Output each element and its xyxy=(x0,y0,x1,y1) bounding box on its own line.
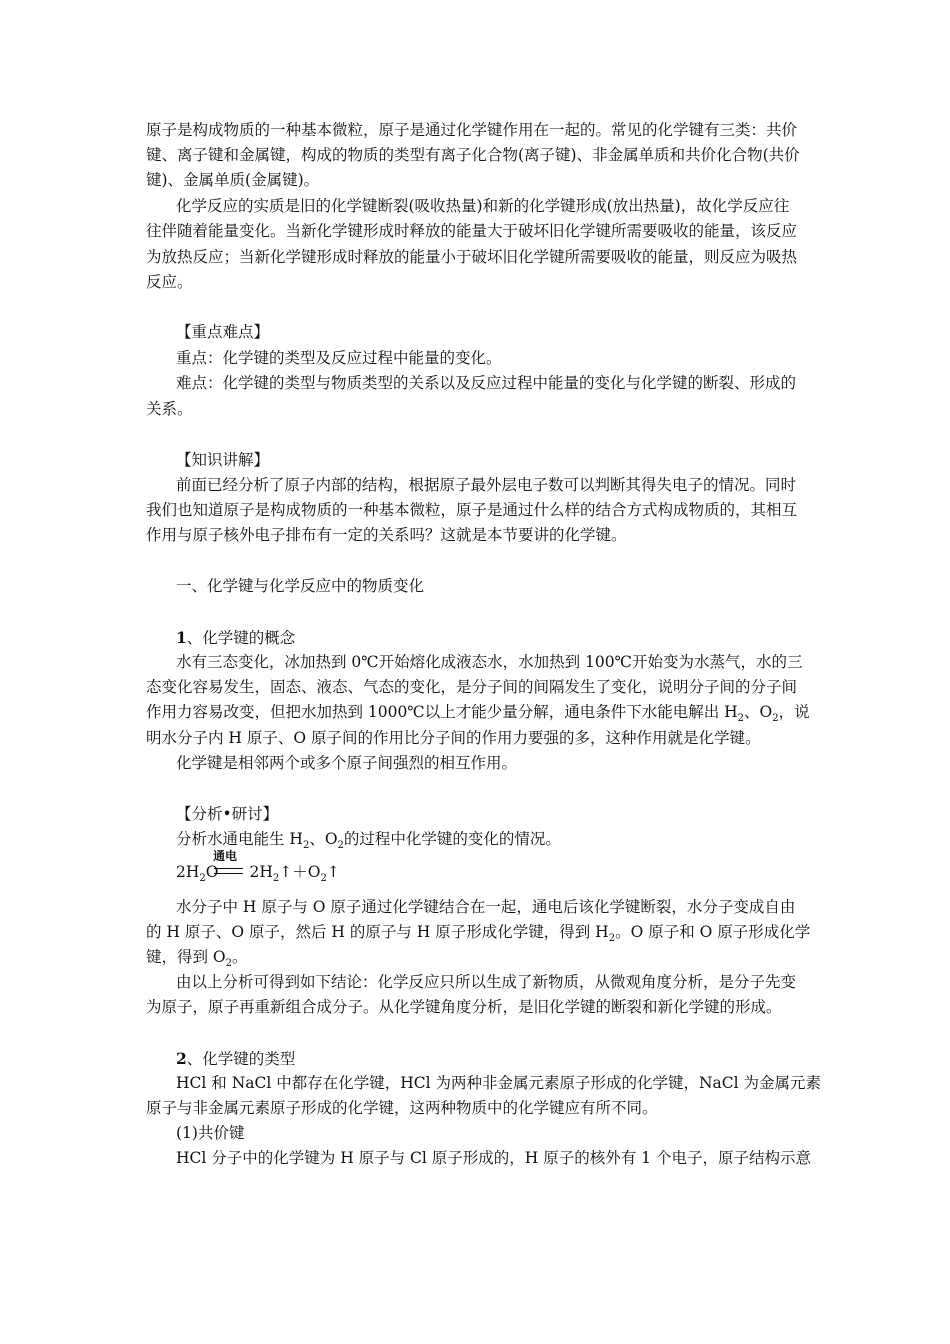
analysis-question-a: 分析水通电能生 H xyxy=(176,830,303,848)
knowledge-line-3: 作用与原子核外电子排布有一定的关系吗？这就是本节要讲的化学键。 xyxy=(146,526,627,544)
intro-p2-line-2: 往伴随着能量变化。当新化学键形成时释放的能量大于破坏旧化学键所需要吸收的能量，该反应 xyxy=(146,222,798,240)
keypoints-heading: 【重点难点】 xyxy=(176,323,270,341)
subscript-2: 2 xyxy=(225,958,233,969)
section2-subheading: (1)共价键 xyxy=(176,1124,245,1142)
keypoints-difficulty-line-1: 难点：化学键的类型与物质类型的关系以及反应过程中能量的变化与化学键的断裂、形成的 xyxy=(176,374,797,392)
analysis-p1-line-3-a: 键，得到 O xyxy=(146,948,226,966)
keypoints-difficulty-line-2: 关系。 xyxy=(146,400,193,418)
equation-condition: 通电 xyxy=(213,849,238,863)
analysis-p1-line-3 xyxy=(146,945,826,970)
section2-line-1: HCl 和 NaCl 中都存在化学键，HCl 为两种非金属元素原子形成的化学键，NaCl 为金属元素 xyxy=(176,1074,822,1092)
section2-heading xyxy=(176,1046,826,1072)
intro-p2-line-4: 反应。 xyxy=(146,273,193,291)
analysis-question-b: 、O xyxy=(309,830,338,848)
section1-p1-line-2: 态变化容易发生，固态、液态、气态的变化，是分子间的间隔发生了变化，说明分子间的分子间 xyxy=(146,678,798,696)
section1-p1-line-3-b: 、O xyxy=(744,703,773,721)
section1-sub1-number: 1 xyxy=(176,628,187,647)
knowledge-line-1: 前面已经分析了原子内部的结构，根据原子最外层电子数可以判断其得失电子的情况。同时 xyxy=(176,476,797,494)
equation-reactant-o: O xyxy=(205,863,219,881)
analysis-heading: 【分析•研讨】 xyxy=(176,805,279,823)
section1-sub1-title: 、化学键的概念 xyxy=(186,629,296,647)
intro-line-2: 键、离子键和金属键，构成的物质的类型有离子化合物(离子键)、非金属单质和共价化合物(共价 xyxy=(146,146,800,164)
section1-p1-line-3-c: ，说 xyxy=(778,703,810,721)
keypoints-focus: 重点：化学键的类型及反应过程中能量的变化。 xyxy=(176,349,502,367)
knowledge-heading: 【知识讲解】 xyxy=(176,451,270,469)
subscript-2: 2 xyxy=(608,933,616,944)
intro-line-1: 原子是构成物质的一种基本微粒，原子是通过化学键作用在一起的。常见的化学键有三类：共价 xyxy=(146,121,798,139)
subscript-2: 2 xyxy=(337,840,344,851)
subscript-2: 2 xyxy=(772,713,779,724)
section2-number: 2 xyxy=(176,1049,187,1068)
equation-reactant: 2H xyxy=(176,863,200,881)
subscript-2: 2 xyxy=(737,713,745,724)
analysis-p1-line-2-b: 。O 原子和 O 原子形成化学 xyxy=(615,923,811,941)
section1-p1-line-3-a: 作用力容易改变，但把水加热到 1000℃以上才能少量分解，通电条件下水能电解出 H xyxy=(146,703,738,721)
equation-product-o: ↑＋O xyxy=(279,863,321,881)
subscript-2: 2 xyxy=(199,873,206,884)
analysis-p1-line-3-b: 。 xyxy=(232,948,248,966)
subscript-2: 2 xyxy=(302,840,310,851)
analysis-p1-line-1: 水分子中 H 原子与 O 原子通过化学键结合在一起，通电后该化学键断裂，水分子变成自由 xyxy=(176,898,796,916)
section2-line-2: 原子与非金属元素原子形成的化学键，这两种物质中的化学键应有所不同。 xyxy=(146,1099,658,1117)
analysis-question-c: 的过程中化学键的变化的情况。 xyxy=(343,830,561,848)
section1-p1-line-1: 水有三态变化，冰加热到 0℃开始熔化成液态水，水加热到 100℃开始变为水蒸气，水的三 xyxy=(176,653,803,671)
analysis-p2-line-1: 由以上分析可得到如下结论：化学反应只所以生成了新物质，从微观角度分析，是分子先变 xyxy=(176,973,797,991)
equation-text xyxy=(176,860,340,882)
section1-sub1-heading xyxy=(176,625,826,651)
section1-definition: 化学键是相邻两个或多个原子间强烈的相互作用。 xyxy=(176,754,518,772)
analysis-question xyxy=(176,827,826,852)
section1-p1-line-4: 明水分子内 H 原子、O 原子间的作用比分子间的作用力要强的多，这种作用就是化学键。 xyxy=(146,729,761,747)
section2-title: 、化学键的类型 xyxy=(186,1050,296,1068)
intro-p2-line-3: 为放热反应；当新化学键形成时释放的能量小于破坏旧化学键所需要吸收的能量，则反应为吸热 xyxy=(146,248,798,266)
section1-p1-line-3 xyxy=(146,700,826,725)
subscript-2: 2 xyxy=(272,873,280,884)
subscript-2: 2 xyxy=(320,873,327,884)
analysis-p1-line-2-a: 的 H 原子、O 原子，然后 H 的原子与 H 原子形成化学键，得到 H xyxy=(146,923,609,941)
section1-title: 一、化学键与化学反应中的物质变化 xyxy=(176,577,425,595)
analysis-p2-line-2: 为原子，原子再重新组合成分子。从化学键角度分析，是旧化学键的断裂和新化学键的形成。 xyxy=(146,998,782,1016)
intro-line-3: 键)、金属单质(金属键)。 xyxy=(146,171,320,189)
section2-line-3: HCl 分子中的化学键为 H 原子与 Cl 原子形成的，H 原子的核外有 1 个电子，原子结构示意 xyxy=(176,1149,811,1167)
intro-p2-line-1: 化学反应的实质是旧的化学键断裂(吸收热量)和新的化学键形成(放出热量)，故化学反应往 xyxy=(176,197,790,215)
analysis-p1-line-2 xyxy=(146,920,826,945)
knowledge-line-2: 我们也知道原子是构成物质的一种基本微粒，原子是通过什么样的结合方式构成物质的，其相互 xyxy=(146,501,798,519)
equation-product-h: 2H xyxy=(249,863,273,881)
equation-arrow: ↑ xyxy=(326,863,340,881)
